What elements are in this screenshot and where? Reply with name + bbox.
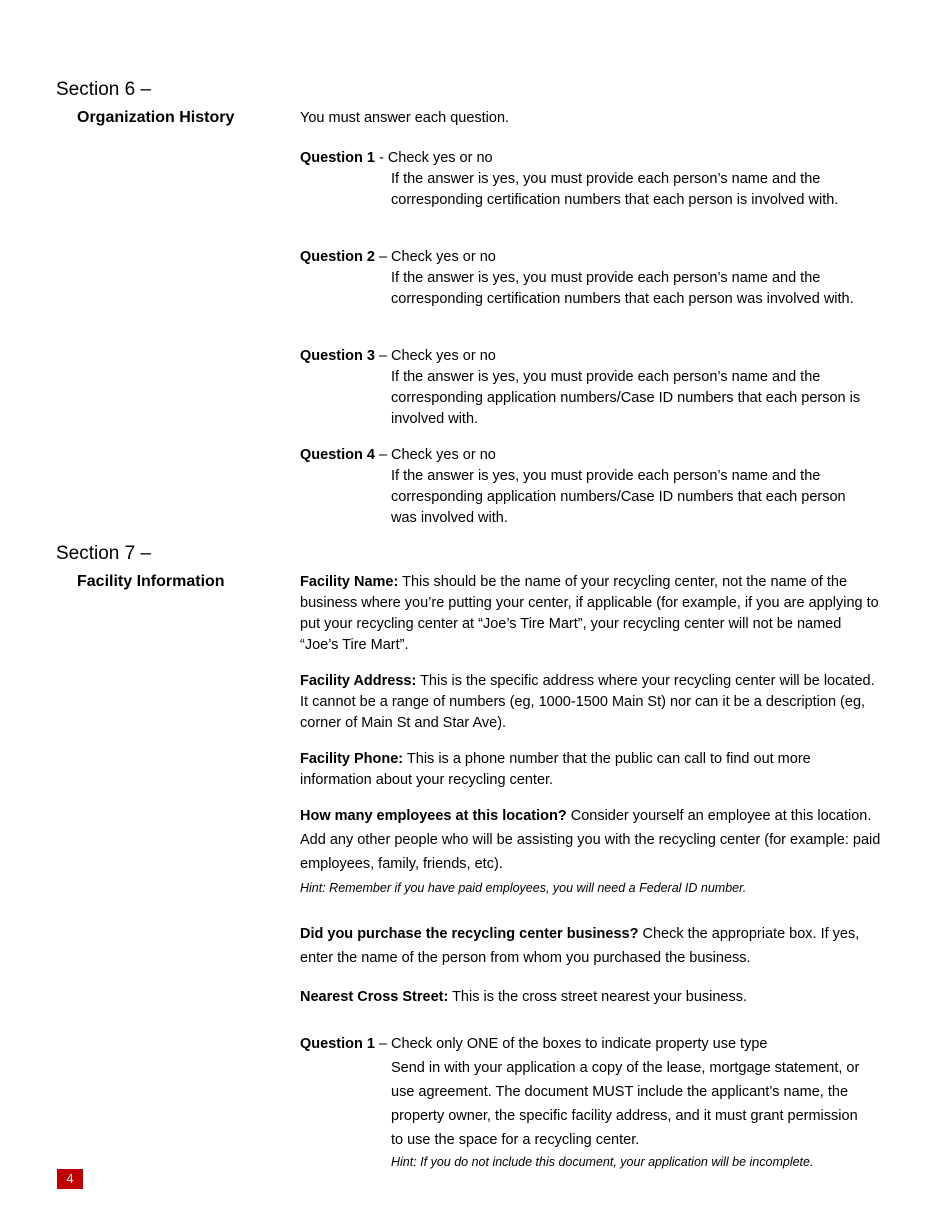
section-6-intro: You must answer each question. <box>300 110 510 126</box>
facility-phone-label: Facility Phone: <box>300 751 404 767</box>
employees-paragraph <box>300 804 882 876</box>
question-label: Question 1 <box>300 1036 375 1052</box>
question-label: Question 1 <box>300 150 375 166</box>
facility-name-paragraph <box>300 572 882 656</box>
section-6-title: Organization History <box>77 109 235 126</box>
cross-street-paragraph <box>300 987 882 1008</box>
cross-street-label: Nearest Cross Street: <box>300 989 449 1005</box>
question-hint: Hint: If you do not include this document, your application will be incomplete. <box>391 1155 814 1169</box>
section-6-question-1 <box>300 148 880 211</box>
facility-address-paragraph <box>300 671 882 734</box>
section-6-question-2 <box>300 247 880 310</box>
question-instruction: - Check yes or no <box>374 150 493 166</box>
question-body: Send in with your application a copy of the lease, mortgage statement, or use agreement. The document MUST include the applicant’s name, the property owner, the specific facility address, and it must grant permission to use the space for a recycling center. <box>391 1060 860 1148</box>
purchase-text: Check the appropriate box. If yes, enter the name of the person from whom you purchased the business. <box>300 926 860 966</box>
question-label: Question 2 <box>300 249 375 265</box>
cross-street-text: This is the cross street nearest your business. <box>448 989 748 1005</box>
page-number: 4 <box>57 1169 83 1189</box>
employees-label: How many employees at this location? <box>300 808 567 824</box>
facility-name-text: This should be the name of your recycling center, not the name of the business where you’re putting your center, if applicable (for example, if you are applying to put your recycling center at “Joe’s Tire Mart”, your recycling center will not be named “Joe’s Tire Mart”. <box>300 574 879 653</box>
question-instruction: – Check yes or no <box>374 348 496 364</box>
question-body: If the answer is yes, you must provide each person’s name and the corresponding application numbers/Case ID numbers that each person was involved with. <box>391 468 846 526</box>
section-7-number: Section 7 – <box>56 543 152 564</box>
question-instruction: – Check yes or no <box>374 249 496 265</box>
section-6-question-3 <box>300 346 880 430</box>
purchase-paragraph <box>300 922 882 970</box>
question-body: If the answer is yes, you must provide each person’s name and the corresponding application numbers/Case ID numbers that each person is involved with. <box>391 369 861 427</box>
section-7-title: Facility Information <box>77 573 225 590</box>
question-label: Question 3 <box>300 348 375 364</box>
question-instruction: – Check only ONE of the boxes to indicate property use type <box>374 1036 768 1052</box>
question-body: If the answer is yes, you must provide each person’s name and the corresponding certification numbers that each person was involved with. <box>391 270 854 307</box>
section-6-question-4 <box>300 445 880 529</box>
section-7-question-1 <box>300 1032 880 1172</box>
facility-address-label: Facility Address: <box>300 673 417 689</box>
purchase-label: Did you purchase the recycling center business? <box>300 926 639 942</box>
question-body: If the answer is yes, you must provide each person’s name and the corresponding certification numbers that each person is involved with. <box>391 171 839 208</box>
facility-phone-text: This is a phone number that the public can call to find out more information about your recycling center. <box>300 751 811 788</box>
employees-text: Consider yourself an employee at this location. Add any other people who will be assisting you with the recycling center (for example: paid employees, family, friends, etc). <box>300 808 881 872</box>
employees-hint: Hint: Remember if you have paid employees, you will need a Federal ID number. <box>300 881 747 895</box>
section-6-number: Section 6 – <box>56 79 152 100</box>
facility-phone-paragraph <box>300 749 882 791</box>
facility-name-label: Facility Name: <box>300 574 399 590</box>
question-label: Question 4 <box>300 447 375 463</box>
facility-address-text: This is the specific address where your recycling center will be located. It cannot be a range of numbers (eg, 1000-1500 Main St) nor can it be a description (eg, corner of Main St and Star Ave). <box>300 673 875 731</box>
question-instruction: – Check yes or no <box>374 447 496 463</box>
